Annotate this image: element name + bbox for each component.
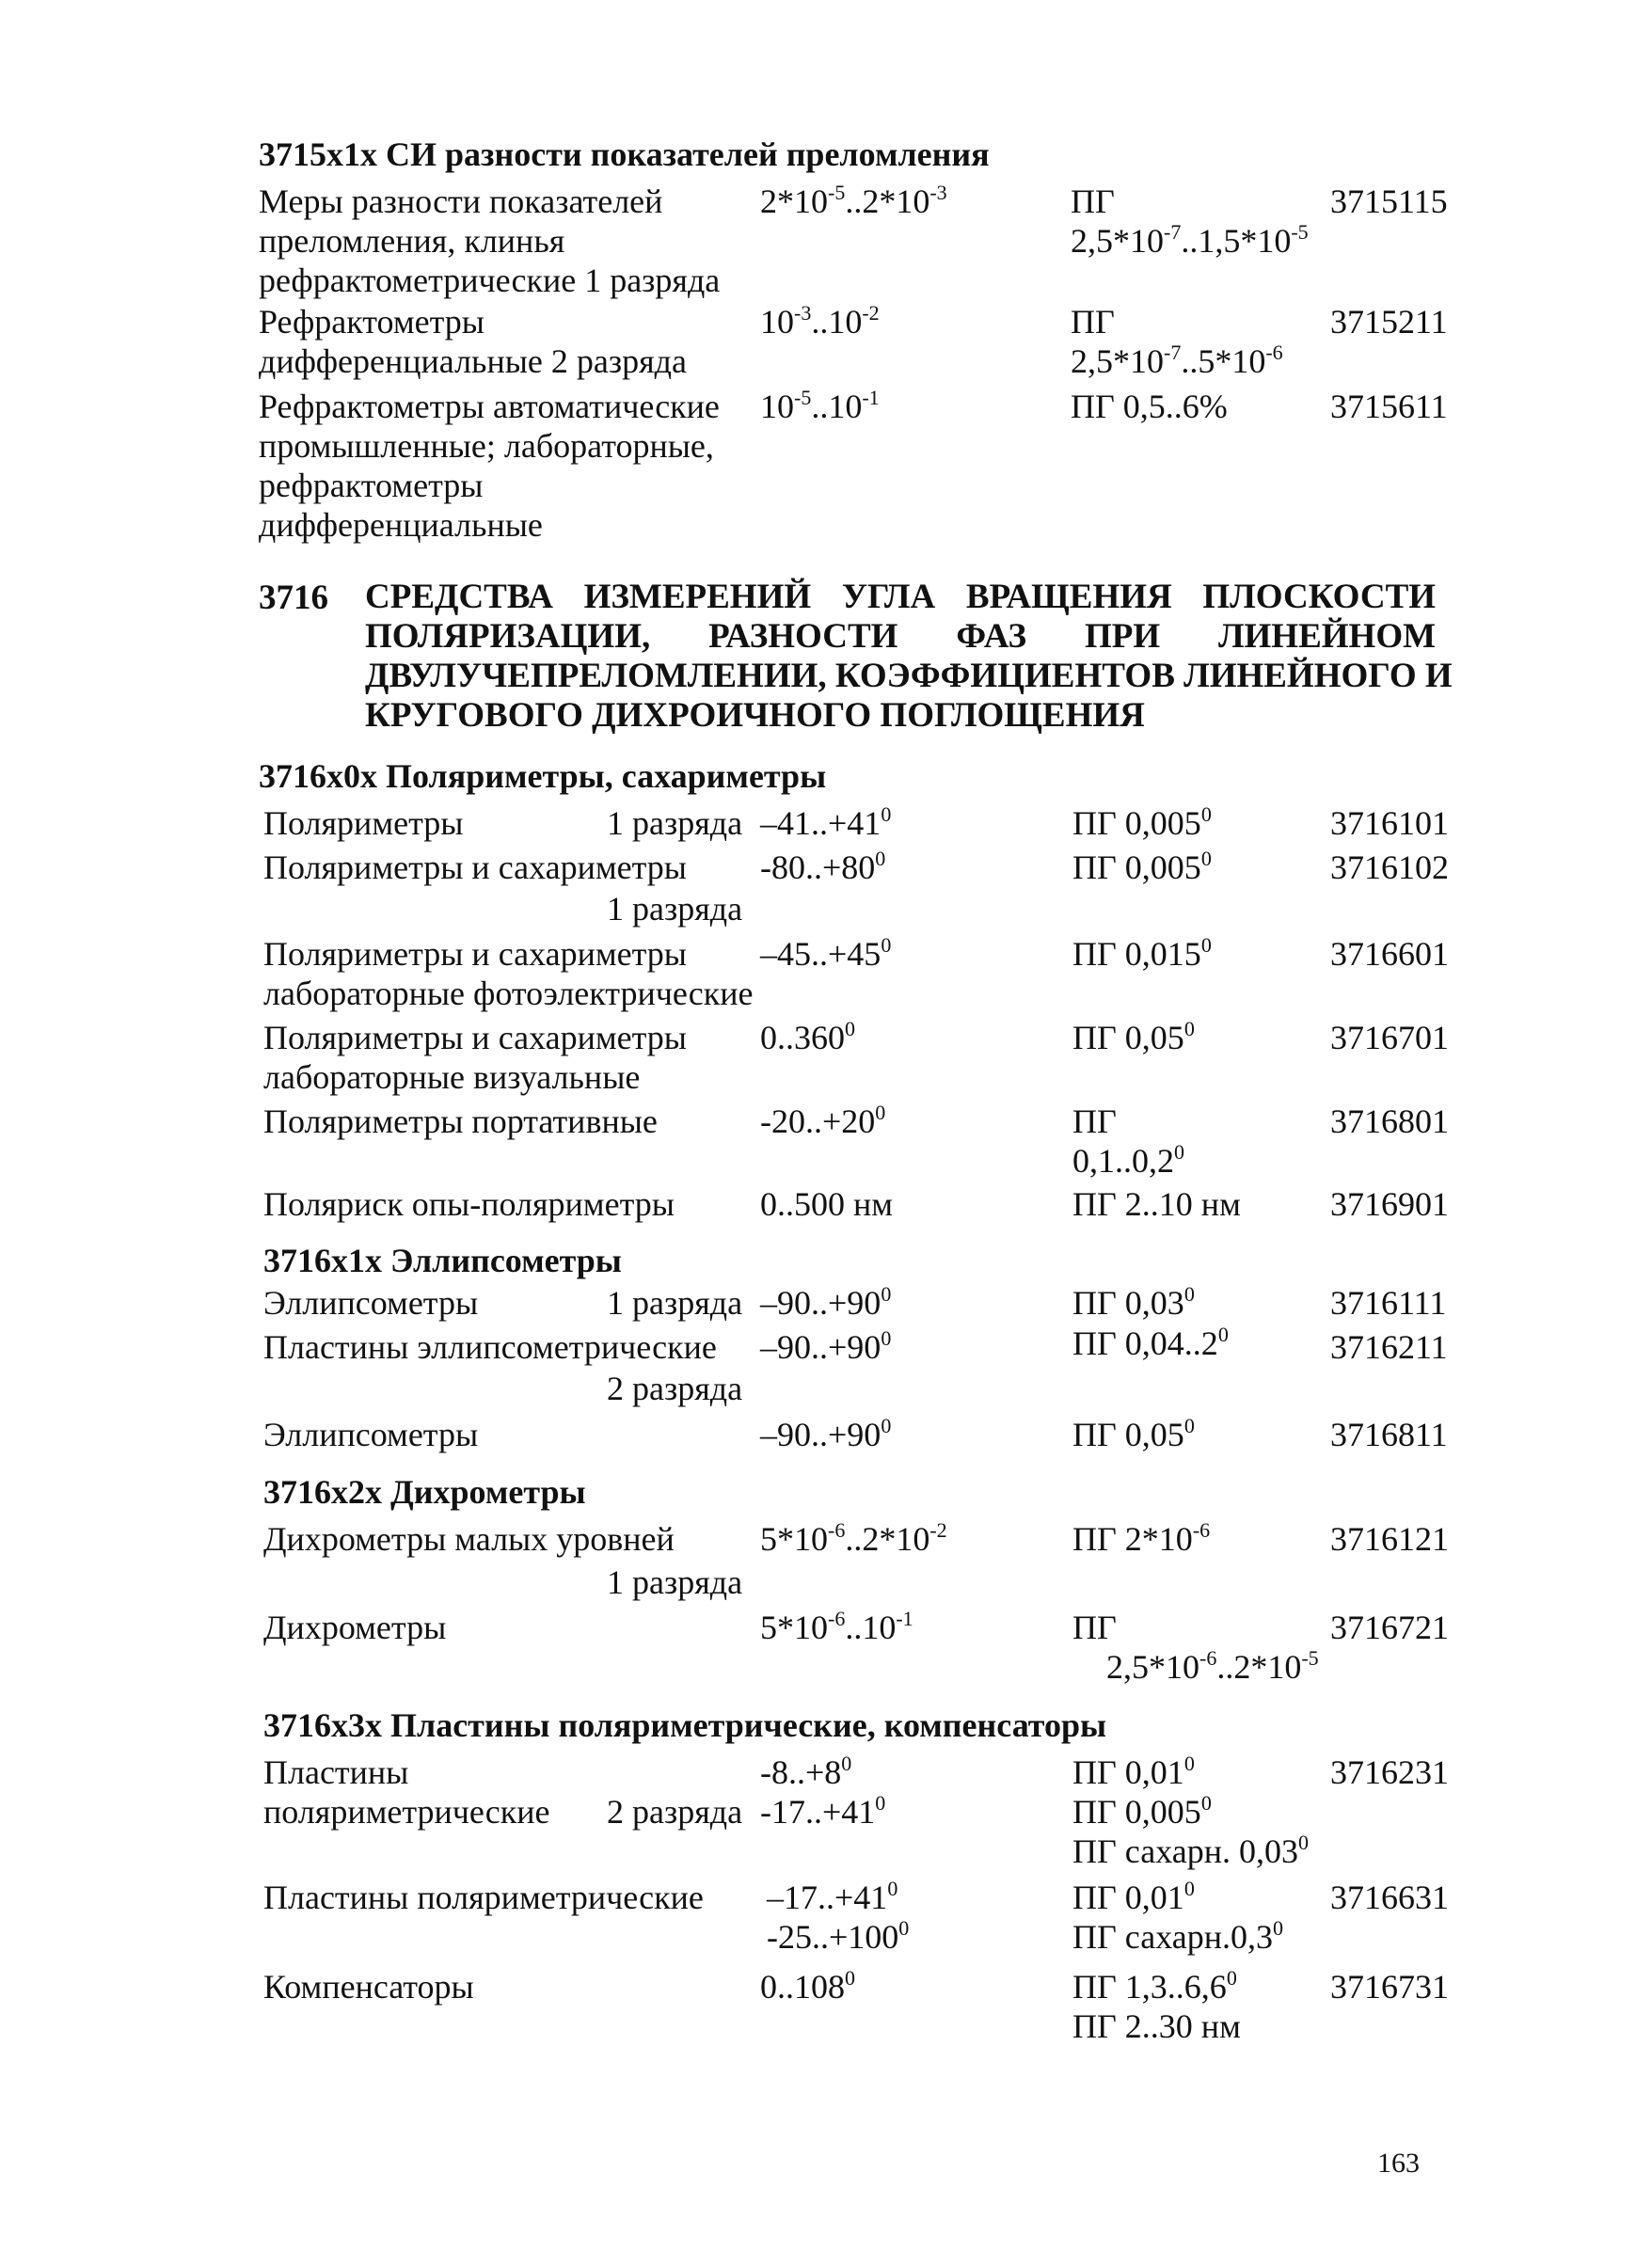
row-error: ПГ 2..10 нм bbox=[1072, 1185, 1241, 1223]
row-error: ПГ 0,05$^0$ bbox=[1072, 1017, 1195, 1056]
row-name-line: Рефрактометры автоматические bbox=[259, 388, 720, 425]
row-name: Поляриметры портативные bbox=[263, 1102, 658, 1140]
row-name-line: Поляриметры и сахариметры bbox=[263, 1019, 687, 1056]
row-name-line: Поляриметры и сахариметры bbox=[263, 935, 687, 973]
row-name: Эллипсометры bbox=[263, 1416, 479, 1453]
row-name-line: рефрактометрические 1 разряда bbox=[259, 262, 721, 299]
row-grade: 1 разряда bbox=[607, 804, 743, 842]
row-name-line: промышленные; лабораторные, bbox=[259, 427, 714, 465]
row-error: $2,5*10^{-7}..1,5*10^{-5}$ bbox=[1071, 220, 1309, 260]
row-error: ПГ bbox=[1072, 1609, 1117, 1646]
row-range: $-90..+90^0$ bbox=[760, 1326, 892, 1366]
row-code: 3716111 bbox=[1330, 1284, 1447, 1322]
row-name: Пластины поляриметрические bbox=[263, 1879, 704, 1916]
row-code: 3715211 bbox=[1330, 303, 1448, 341]
row-code: 3716701 bbox=[1330, 1019, 1449, 1056]
row-name-line: лабораторные фотоэлектрические bbox=[263, 975, 754, 1012]
row-error: ПГ 0,04..2$^0$ bbox=[1072, 1323, 1229, 1362]
row-range: $-17..+41^0$ bbox=[760, 1791, 886, 1831]
row-code: 3715611 bbox=[1330, 388, 1448, 425]
row-name-line: преломления, клинья bbox=[259, 222, 565, 260]
row-code: 3716801 bbox=[1330, 1102, 1449, 1140]
section-heading-3716x0x: 3716x0x Поляриметры, сахариметры bbox=[259, 757, 827, 795]
section-heading-3716x2x: 3716x2x Дихрометры bbox=[263, 1473, 586, 1511]
row-error: 0,1..0,2$^0$ bbox=[1072, 1140, 1184, 1180]
row-grade: 1 разряда bbox=[607, 1563, 743, 1601]
row-name-line: дифференциальные 2 разряда bbox=[259, 342, 687, 380]
row-grade: 1 разряда bbox=[607, 890, 743, 928]
section-title-line: КРУГОВОГО ДИХРОИЧНОГО ПОГЛОЩЕНИЯ bbox=[365, 696, 1145, 735]
row-code: 3716101 bbox=[1330, 804, 1449, 842]
row-range: $5*10^{-6}..10^{-1}$ bbox=[760, 1607, 913, 1646]
row-name-line: Пластины bbox=[263, 1753, 409, 1791]
row-error: ПГ $2*10^{-6}$ bbox=[1072, 1518, 1211, 1558]
section-title-line: ДВУЛУЧЕПРЕЛОМЛЕНИИ, КОЭФФИЦИЕНТОВ ЛИНЕЙНОГО И bbox=[365, 657, 1453, 695]
row-error: ПГ сахарн.0,3$^0$ bbox=[1072, 1916, 1283, 1956]
section-number: 3716 bbox=[259, 579, 328, 617]
row-code: 3716731 bbox=[1330, 1968, 1449, 2006]
section-heading-3716x3x: 3716x3x Пластины поляриметрические, компенсаторы bbox=[263, 1706, 1107, 1744]
row-name-line: рефрактометры bbox=[259, 467, 484, 504]
row-range: $-20..+20^0$ bbox=[760, 1101, 886, 1140]
row-range: $-25..+100^0$ bbox=[767, 1916, 910, 1956]
row-name: Поляриметры bbox=[263, 804, 464, 842]
row-range: $-17..+41^0$ bbox=[767, 1877, 898, 1916]
row-code: 3716102 bbox=[1330, 849, 1449, 886]
row-code: 3716901 bbox=[1330, 1185, 1449, 1223]
row-range: $-45..+45^0$ bbox=[760, 933, 892, 973]
row-range: $5*10^{-6}..2*10^{-2}$ bbox=[760, 1518, 947, 1558]
row-error: ПГ 0,005$^0$ bbox=[1072, 802, 1212, 842]
row-name-line: Рефрактометры bbox=[259, 303, 484, 341]
row-name-line: поляриметрические bbox=[263, 1793, 550, 1831]
row-range: $-8..+8^0$ bbox=[760, 1752, 852, 1791]
row-error: ПГ 0,5..6% bbox=[1071, 388, 1228, 425]
row-error: ПГ 2..30 нм bbox=[1072, 2007, 1241, 2045]
row-name: Пластины эллипсометрические bbox=[263, 1328, 717, 1366]
row-code: 3715115 bbox=[1330, 182, 1448, 220]
row-range: 0..500 нм bbox=[760, 1185, 894, 1223]
row-name: Дихрометры малых уровней bbox=[263, 1520, 675, 1558]
row-range: $-41..+41^0$ bbox=[760, 802, 892, 842]
row-code: 3716631 bbox=[1330, 1879, 1449, 1916]
row-name: Компенсаторы bbox=[263, 1968, 474, 2006]
row-error: $2,5*10^{-6}..2*10^{-5}$ bbox=[1106, 1646, 1319, 1686]
row-name: Эллипсометры bbox=[263, 1284, 479, 1322]
row-grade: 1 разряда bbox=[607, 1284, 743, 1322]
row-name-line: Меры разности показателей bbox=[259, 182, 663, 220]
row-error: ПГ bbox=[1071, 303, 1115, 341]
section-heading-3715x1x: 3715x1x СИ разности показателей преломления bbox=[259, 135, 990, 173]
row-name-line: лабораторные визуальные bbox=[263, 1058, 641, 1096]
row-error: ПГ 0,005$^0$ bbox=[1072, 1791, 1212, 1831]
row-name: Поляриск опы-поляриметры bbox=[263, 1185, 675, 1223]
row-code: 3716811 bbox=[1330, 1416, 1448, 1453]
row-code: 3716231 bbox=[1330, 1753, 1449, 1791]
row-range: 0..360$^0$ bbox=[760, 1017, 855, 1056]
row-code: 3716121 bbox=[1330, 1520, 1449, 1558]
row-range: $-80..+80^0$ bbox=[760, 847, 886, 886]
row-range: $10^{-5}..10^{-1}$ bbox=[760, 386, 880, 425]
row-error: ПГ 0,01$^0$ bbox=[1072, 1877, 1195, 1916]
row-error: ПГ 0,03$^0$ bbox=[1072, 1282, 1195, 1322]
row-range: $-90..+90^0$ bbox=[760, 1282, 892, 1322]
row-range: $10^{-3}..10^{-2}$ bbox=[760, 301, 880, 341]
row-range: $-90..+90^0$ bbox=[760, 1414, 892, 1453]
row-error: ПГ bbox=[1071, 182, 1115, 220]
row-code: 3716211 bbox=[1330, 1328, 1448, 1366]
section-title-line: ПОЛЯРИЗАЦИИ, РАЗНОСТИ ФАЗ ПРИ ЛИНЕЙНОМ bbox=[365, 617, 1437, 656]
row-error: ПГ 0,05$^0$ bbox=[1072, 1414, 1195, 1453]
row-code: 3716601 bbox=[1330, 935, 1449, 973]
row-code: 3716721 bbox=[1330, 1609, 1449, 1646]
row-error: ПГ сахарн. 0,03$^0$ bbox=[1072, 1831, 1309, 1870]
page-number: 163 bbox=[1377, 2148, 1420, 2179]
row-error: ПГ 0,01$^0$ bbox=[1072, 1752, 1195, 1791]
row-range: 0..108$^0$ bbox=[760, 1966, 855, 2006]
row-error: ПГ bbox=[1072, 1102, 1117, 1140]
row-error: ПГ 1,3..6,6$^0$ bbox=[1072, 1966, 1237, 2006]
section-heading-3716x1x: 3716x1x Эллипсометры bbox=[263, 1242, 622, 1279]
row-error: ПГ 0,005$^0$ bbox=[1072, 847, 1212, 886]
row-error: ПГ 0,015$^0$ bbox=[1072, 933, 1212, 973]
section-title-line: СРЕДСТВА ИЗМЕРЕНИЙ УГЛА ВРАЩЕНИЯ ПЛОСКОСТИ bbox=[365, 578, 1437, 616]
row-name: Поляриметры и сахариметры bbox=[263, 849, 687, 886]
row-grade: 2 разряда bbox=[607, 1793, 743, 1831]
row-range: $2*10^{-5}..2*10^{-3}$ bbox=[760, 181, 947, 220]
row-grade: 2 разряда bbox=[607, 1370, 743, 1407]
row-error: $2,5*10^{-7}..5*10^{-6}$ bbox=[1071, 341, 1283, 380]
row-name-line: дифференциальные bbox=[259, 506, 543, 544]
row-name: Дихрометры bbox=[263, 1609, 447, 1646]
